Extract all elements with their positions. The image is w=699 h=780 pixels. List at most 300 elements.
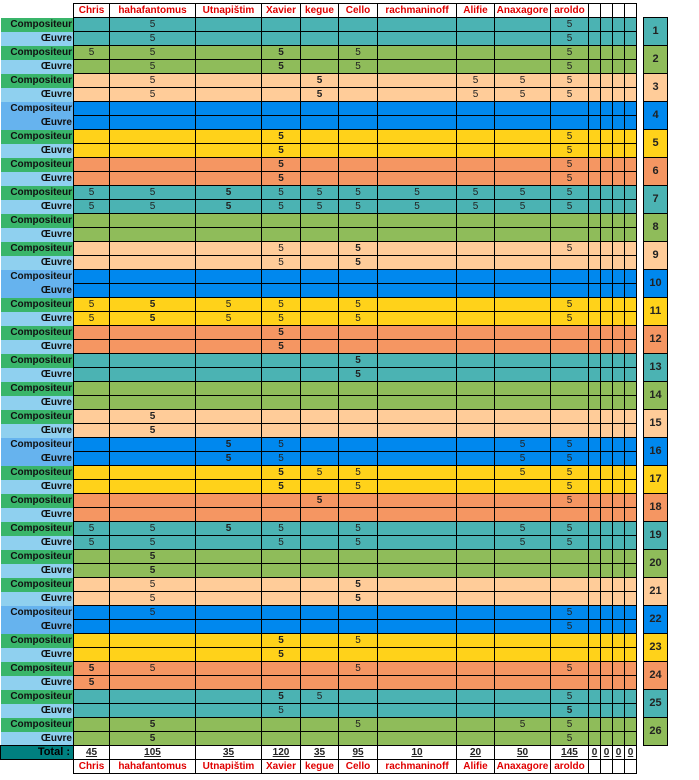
score-cell[interactable] [339, 452, 378, 466]
score-cell[interactable] [378, 312, 457, 326]
score-cell[interactable] [589, 396, 601, 410]
score-cell[interactable] [625, 32, 637, 46]
score-cell[interactable] [601, 550, 613, 564]
score-cell[interactable] [301, 592, 339, 606]
score-cell[interactable]: 5 [339, 662, 378, 676]
score-cell[interactable] [378, 298, 457, 312]
score-cell[interactable] [601, 522, 613, 536]
score-cell[interactable] [110, 634, 196, 648]
score-cell[interactable] [625, 312, 637, 326]
score-cell[interactable] [601, 592, 613, 606]
score-cell[interactable]: 5 [110, 410, 196, 424]
score-cell[interactable] [601, 158, 613, 172]
score-cell[interactable]: 5 [457, 88, 495, 102]
score-cell[interactable] [495, 732, 551, 746]
score-cell[interactable] [339, 158, 378, 172]
score-cell[interactable] [378, 704, 457, 718]
score-cell[interactable] [262, 88, 301, 102]
score-cell[interactable] [196, 494, 262, 508]
score-cell[interactable]: 5 [551, 242, 589, 256]
score-cell[interactable] [589, 606, 601, 620]
score-cell[interactable] [601, 718, 613, 732]
score-cell[interactable] [301, 522, 339, 536]
score-cell[interactable] [589, 508, 601, 522]
score-cell[interactable] [74, 718, 110, 732]
score-cell[interactable] [301, 424, 339, 438]
score-cell[interactable] [301, 732, 339, 746]
score-cell[interactable] [495, 144, 551, 158]
score-cell[interactable] [601, 382, 613, 396]
score-cell[interactable] [378, 130, 457, 144]
score-cell[interactable] [551, 634, 589, 648]
score-cell[interactable] [74, 648, 110, 662]
score-cell[interactable] [378, 676, 457, 690]
score-cell[interactable] [262, 718, 301, 732]
score-cell[interactable] [495, 382, 551, 396]
score-cell[interactable]: 5 [196, 186, 262, 200]
score-cell[interactable]: 5 [339, 200, 378, 214]
score-cell[interactable] [110, 466, 196, 480]
score-cell[interactable] [613, 466, 625, 480]
score-cell[interactable]: 5 [262, 144, 301, 158]
score-cell[interactable] [339, 88, 378, 102]
score-cell[interactable] [378, 508, 457, 522]
score-cell[interactable]: 5 [262, 634, 301, 648]
score-cell[interactable] [613, 130, 625, 144]
score-cell[interactable] [457, 172, 495, 186]
score-cell[interactable] [457, 214, 495, 228]
score-cell[interactable] [613, 494, 625, 508]
score-cell[interactable]: 5 [551, 186, 589, 200]
score-cell[interactable] [625, 494, 637, 508]
score-cell[interactable] [625, 256, 637, 270]
score-cell[interactable] [625, 214, 637, 228]
score-cell[interactable] [339, 102, 378, 116]
score-cell[interactable] [613, 578, 625, 592]
score-cell[interactable] [613, 732, 625, 746]
score-cell[interactable]: 5 [301, 88, 339, 102]
score-cell[interactable] [495, 578, 551, 592]
score-cell[interactable] [625, 130, 637, 144]
score-cell[interactable]: 5 [495, 718, 551, 732]
score-cell[interactable]: 5 [551, 606, 589, 620]
score-cell[interactable]: 5 [110, 312, 196, 326]
score-cell[interactable] [495, 130, 551, 144]
score-cell[interactable] [339, 564, 378, 578]
score-cell[interactable]: 5 [551, 18, 589, 32]
score-cell[interactable] [196, 18, 262, 32]
score-cell[interactable]: 5 [110, 732, 196, 746]
score-cell[interactable] [495, 480, 551, 494]
score-cell[interactable] [589, 18, 601, 32]
score-cell[interactable]: 5 [110, 74, 196, 88]
score-cell[interactable] [625, 508, 637, 522]
score-cell[interactable] [339, 74, 378, 88]
score-cell[interactable] [378, 494, 457, 508]
score-cell[interactable] [74, 32, 110, 46]
score-cell[interactable] [339, 18, 378, 32]
score-cell[interactable] [457, 452, 495, 466]
score-cell[interactable]: 5 [110, 564, 196, 578]
score-cell[interactable]: 5 [74, 676, 110, 690]
score-cell[interactable] [625, 578, 637, 592]
score-cell[interactable] [613, 298, 625, 312]
score-cell[interactable] [196, 676, 262, 690]
score-cell[interactable] [495, 46, 551, 60]
score-cell[interactable] [589, 592, 601, 606]
score-cell[interactable] [262, 592, 301, 606]
score-cell[interactable]: 5 [301, 466, 339, 480]
score-cell[interactable] [589, 298, 601, 312]
score-cell[interactable] [589, 312, 601, 326]
score-cell[interactable] [301, 676, 339, 690]
score-cell[interactable]: 5 [551, 74, 589, 88]
score-cell[interactable] [74, 18, 110, 32]
score-cell[interactable]: 5 [196, 298, 262, 312]
score-cell[interactable] [601, 480, 613, 494]
score-cell[interactable] [378, 144, 457, 158]
score-cell[interactable]: 5 [262, 466, 301, 480]
score-cell[interactable] [339, 550, 378, 564]
score-cell[interactable] [589, 74, 601, 88]
score-cell[interactable] [378, 438, 457, 452]
score-cell[interactable]: 5 [339, 368, 378, 382]
score-cell[interactable] [589, 536, 601, 550]
score-cell[interactable] [301, 116, 339, 130]
score-cell[interactable] [262, 620, 301, 634]
score-cell[interactable] [301, 144, 339, 158]
score-cell[interactable]: 5 [551, 522, 589, 536]
score-cell[interactable]: 5 [495, 438, 551, 452]
score-cell[interactable] [589, 228, 601, 242]
score-cell[interactable] [378, 18, 457, 32]
score-cell[interactable] [339, 410, 378, 424]
score-cell[interactable]: 5 [551, 200, 589, 214]
score-cell[interactable] [110, 144, 196, 158]
score-cell[interactable] [110, 494, 196, 508]
score-cell[interactable]: 5 [495, 88, 551, 102]
score-cell[interactable] [196, 228, 262, 242]
score-cell[interactable] [457, 480, 495, 494]
score-cell[interactable] [601, 172, 613, 186]
score-cell[interactable] [378, 284, 457, 298]
score-cell[interactable] [196, 732, 262, 746]
score-cell[interactable] [196, 242, 262, 256]
score-cell[interactable] [262, 32, 301, 46]
score-cell[interactable] [625, 270, 637, 284]
score-cell[interactable]: 5 [74, 522, 110, 536]
score-cell[interactable] [457, 732, 495, 746]
score-cell[interactable] [457, 298, 495, 312]
score-cell[interactable] [378, 396, 457, 410]
score-cell[interactable] [495, 256, 551, 270]
score-cell[interactable] [613, 214, 625, 228]
score-cell[interactable] [457, 550, 495, 564]
score-cell[interactable] [457, 620, 495, 634]
score-cell[interactable] [625, 242, 637, 256]
score-cell[interactable] [457, 676, 495, 690]
score-cell[interactable] [495, 620, 551, 634]
score-cell[interactable] [262, 494, 301, 508]
score-cell[interactable] [74, 284, 110, 298]
score-cell[interactable] [589, 676, 601, 690]
score-cell[interactable] [74, 158, 110, 172]
score-cell[interactable] [625, 284, 637, 298]
score-cell[interactable] [589, 284, 601, 298]
score-cell[interactable] [613, 704, 625, 718]
score-cell[interactable] [589, 466, 601, 480]
score-cell[interactable] [601, 18, 613, 32]
score-cell[interactable]: 5 [110, 592, 196, 606]
score-cell[interactable] [457, 662, 495, 676]
score-cell[interactable] [495, 424, 551, 438]
score-cell[interactable] [378, 620, 457, 634]
score-cell[interactable] [601, 354, 613, 368]
score-cell[interactable] [74, 592, 110, 606]
score-cell[interactable] [589, 690, 601, 704]
score-cell[interactable] [301, 438, 339, 452]
score-cell[interactable]: 5 [457, 186, 495, 200]
score-cell[interactable] [589, 60, 601, 74]
score-cell[interactable] [457, 242, 495, 256]
score-cell[interactable] [262, 368, 301, 382]
score-cell[interactable] [625, 606, 637, 620]
score-cell[interactable] [301, 130, 339, 144]
score-cell[interactable] [601, 102, 613, 116]
score-cell[interactable] [601, 270, 613, 284]
score-cell[interactable] [589, 424, 601, 438]
score-cell[interactable] [378, 60, 457, 74]
score-cell[interactable]: 5 [378, 186, 457, 200]
score-cell[interactable] [262, 676, 301, 690]
score-cell[interactable] [613, 284, 625, 298]
score-cell[interactable] [196, 158, 262, 172]
score-cell[interactable] [301, 354, 339, 368]
score-cell[interactable]: 5 [262, 242, 301, 256]
score-cell[interactable] [589, 480, 601, 494]
score-cell[interactable]: 5 [339, 718, 378, 732]
score-cell[interactable] [613, 410, 625, 424]
score-cell[interactable] [601, 256, 613, 270]
score-cell[interactable] [378, 214, 457, 228]
score-cell[interactable] [196, 102, 262, 116]
score-cell[interactable] [457, 536, 495, 550]
score-cell[interactable] [625, 116, 637, 130]
score-cell[interactable] [601, 368, 613, 382]
score-cell[interactable] [262, 18, 301, 32]
score-cell[interactable]: 5 [339, 46, 378, 60]
score-cell[interactable]: 5 [551, 494, 589, 508]
score-cell[interactable] [551, 648, 589, 662]
score-cell[interactable] [495, 606, 551, 620]
score-cell[interactable] [196, 256, 262, 270]
score-cell[interactable] [457, 410, 495, 424]
score-cell[interactable]: 5 [551, 312, 589, 326]
score-cell[interactable]: 5 [457, 200, 495, 214]
score-cell[interactable] [110, 354, 196, 368]
score-cell[interactable] [301, 480, 339, 494]
score-cell[interactable] [378, 270, 457, 284]
score-cell[interactable]: 5 [551, 438, 589, 452]
score-cell[interactable] [110, 270, 196, 284]
score-cell[interactable] [110, 326, 196, 340]
score-cell[interactable] [495, 634, 551, 648]
score-cell[interactable] [457, 32, 495, 46]
score-cell[interactable] [601, 326, 613, 340]
score-cell[interactable] [301, 312, 339, 326]
score-cell[interactable] [301, 18, 339, 32]
score-cell[interactable] [301, 662, 339, 676]
score-cell[interactable] [262, 424, 301, 438]
score-cell[interactable]: 5 [74, 186, 110, 200]
score-cell[interactable] [625, 144, 637, 158]
score-cell[interactable] [613, 396, 625, 410]
score-cell[interactable]: 5 [551, 88, 589, 102]
score-cell[interactable] [301, 32, 339, 46]
score-cell[interactable] [301, 284, 339, 298]
score-cell[interactable] [457, 718, 495, 732]
score-cell[interactable] [495, 32, 551, 46]
score-cell[interactable] [551, 410, 589, 424]
score-cell[interactable] [378, 424, 457, 438]
score-cell[interactable] [601, 648, 613, 662]
score-cell[interactable]: 5 [495, 186, 551, 200]
score-cell[interactable] [378, 340, 457, 354]
score-cell[interactable] [625, 592, 637, 606]
score-cell[interactable] [301, 172, 339, 186]
score-cell[interactable] [378, 228, 457, 242]
score-cell[interactable] [262, 732, 301, 746]
score-cell[interactable] [551, 228, 589, 242]
score-cell[interactable]: 5 [339, 256, 378, 270]
score-cell[interactable] [551, 578, 589, 592]
score-cell[interactable] [613, 256, 625, 270]
score-cell[interactable] [613, 326, 625, 340]
score-cell[interactable] [589, 368, 601, 382]
score-cell[interactable] [613, 116, 625, 130]
score-cell[interactable] [301, 564, 339, 578]
score-cell[interactable]: 5 [196, 200, 262, 214]
score-cell[interactable] [74, 130, 110, 144]
score-cell[interactable] [74, 74, 110, 88]
score-cell[interactable] [457, 396, 495, 410]
score-cell[interactable] [74, 214, 110, 228]
score-cell[interactable] [74, 438, 110, 452]
score-cell[interactable]: 5 [551, 130, 589, 144]
score-cell[interactable] [196, 410, 262, 424]
score-cell[interactable]: 5 [339, 242, 378, 256]
score-cell[interactable] [457, 270, 495, 284]
score-cell[interactable] [339, 620, 378, 634]
score-cell[interactable] [457, 508, 495, 522]
score-cell[interactable]: 5 [495, 522, 551, 536]
score-cell[interactable] [378, 368, 457, 382]
score-cell[interactable]: 5 [110, 200, 196, 214]
score-cell[interactable] [625, 60, 637, 74]
score-cell[interactable] [613, 32, 625, 46]
score-cell[interactable] [262, 396, 301, 410]
score-cell[interactable] [625, 466, 637, 480]
score-cell[interactable] [378, 88, 457, 102]
score-cell[interactable] [196, 130, 262, 144]
score-cell[interactable]: 5 [262, 172, 301, 186]
score-cell[interactable] [339, 130, 378, 144]
score-cell[interactable] [378, 242, 457, 256]
score-cell[interactable]: 5 [110, 606, 196, 620]
score-cell[interactable] [613, 172, 625, 186]
score-cell[interactable] [613, 592, 625, 606]
score-cell[interactable] [601, 410, 613, 424]
score-cell[interactable] [589, 648, 601, 662]
score-cell[interactable] [457, 256, 495, 270]
score-cell[interactable] [110, 172, 196, 186]
score-cell[interactable] [601, 578, 613, 592]
score-cell[interactable] [589, 256, 601, 270]
score-cell[interactable]: 5 [262, 60, 301, 74]
score-cell[interactable] [613, 620, 625, 634]
score-cell[interactable] [551, 354, 589, 368]
score-cell[interactable] [196, 564, 262, 578]
score-cell[interactable] [301, 620, 339, 634]
score-cell[interactable] [110, 438, 196, 452]
score-cell[interactable] [196, 284, 262, 298]
score-cell[interactable] [378, 550, 457, 564]
score-cell[interactable] [625, 424, 637, 438]
score-cell[interactable] [589, 186, 601, 200]
score-cell[interactable] [196, 32, 262, 46]
score-cell[interactable]: 5 [495, 536, 551, 550]
score-cell[interactable]: 5 [74, 46, 110, 60]
score-cell[interactable] [339, 438, 378, 452]
score-cell[interactable] [551, 564, 589, 578]
score-cell[interactable]: 5 [339, 536, 378, 550]
score-cell[interactable] [339, 382, 378, 396]
score-cell[interactable] [613, 382, 625, 396]
score-cell[interactable] [551, 270, 589, 284]
score-cell[interactable] [613, 718, 625, 732]
score-cell[interactable]: 5 [74, 298, 110, 312]
score-cell[interactable] [589, 578, 601, 592]
score-cell[interactable] [196, 704, 262, 718]
score-cell[interactable] [625, 438, 637, 452]
score-cell[interactable]: 5 [339, 522, 378, 536]
score-cell[interactable] [625, 74, 637, 88]
score-cell[interactable] [74, 410, 110, 424]
score-cell[interactable]: 5 [495, 466, 551, 480]
score-cell[interactable] [625, 690, 637, 704]
score-cell[interactable] [495, 690, 551, 704]
score-cell[interactable] [589, 438, 601, 452]
score-cell[interactable] [74, 494, 110, 508]
score-cell[interactable] [457, 494, 495, 508]
score-cell[interactable] [339, 32, 378, 46]
score-cell[interactable] [74, 382, 110, 396]
score-cell[interactable] [625, 88, 637, 102]
score-cell[interactable] [495, 298, 551, 312]
score-cell[interactable] [625, 620, 637, 634]
score-cell[interactable] [589, 46, 601, 60]
score-cell[interactable] [262, 564, 301, 578]
score-cell[interactable] [589, 452, 601, 466]
score-cell[interactable] [601, 732, 613, 746]
score-cell[interactable]: 5 [301, 690, 339, 704]
score-cell[interactable] [589, 718, 601, 732]
score-cell[interactable] [589, 32, 601, 46]
score-cell[interactable]: 5 [262, 438, 301, 452]
score-cell[interactable] [551, 256, 589, 270]
score-cell[interactable] [601, 466, 613, 480]
score-cell[interactable] [601, 452, 613, 466]
